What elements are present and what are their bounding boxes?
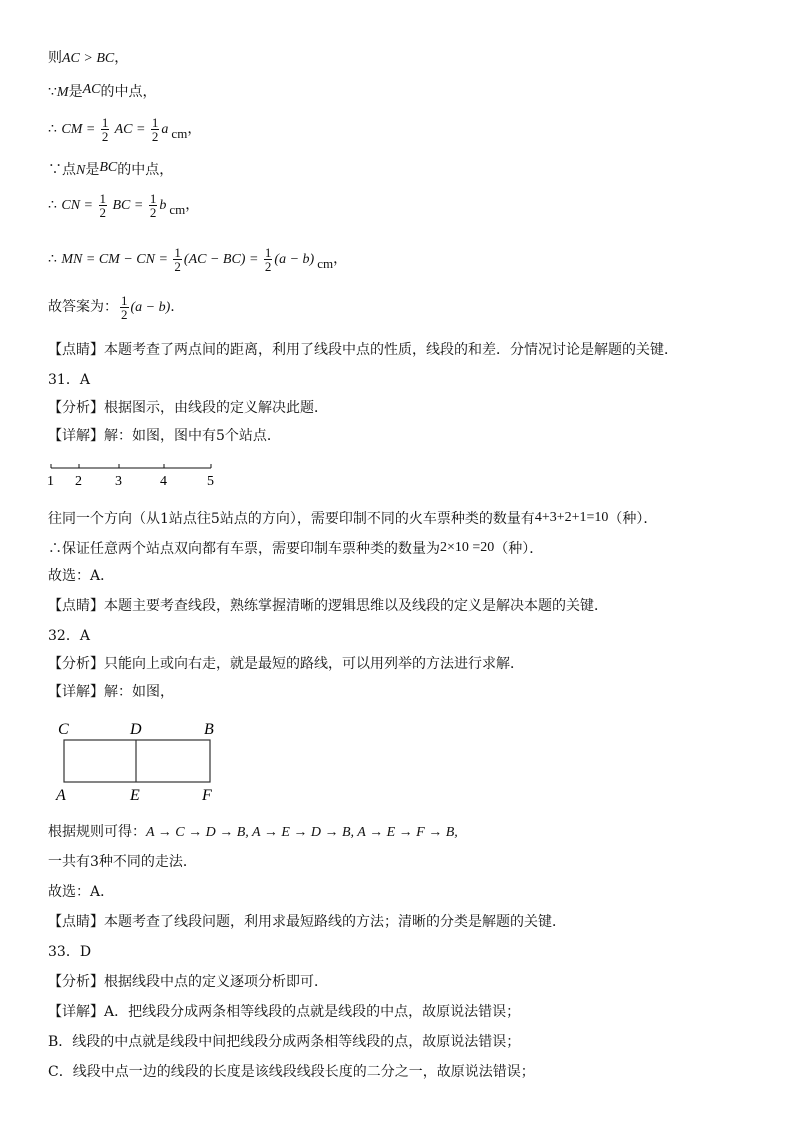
text: （种）． [608,511,658,527]
math: BC = [109,198,147,213]
label-a: A [56,787,66,804]
math: M [56,85,69,100]
text: ， [185,197,200,213]
math: CN = [61,198,97,213]
fraction [264,246,273,273]
question-32-heading: 32．A [48,628,90,644]
text: 则 [48,50,62,66]
text: . [170,299,175,315]
q31-detail: 【详解】解：如图，图中有5个站点． [48,428,281,444]
text: ， [333,251,348,267]
label-c: C [58,721,69,738]
q33-option-c: C．线段中点一边的线段的长度是该线段线段长度的二分之一，故原说法错误； [48,1064,535,1080]
unit: cm [171,126,188,141]
line-4 [48,158,173,181]
fraction [149,192,158,219]
text: 的中点， [100,84,157,100]
text: 的中点， [117,162,174,178]
q31-analysis: 【分析】根据图示，由线段的定义解决此题． [48,400,328,416]
comment-1: 【点睛】本题考查了两点间的距离，利用了线段中点的性质，线段的和差．分情况讨论是解题的关键． [48,342,678,358]
question-31-heading: 31．A [48,372,90,388]
q32-choice: 故选：A． [48,884,115,900]
q32-analysis: 【分析】只能向上或向右走，就是最短的路线，可以用列举的方法进行求解． [48,656,524,672]
q32-comment: 【点睛】本题考查了线段问题，利用求最短路线的方法；清晰的分类是解题的关键． [48,914,566,930]
number-line-figure [44,458,224,492]
fraction-numerator: 1 [99,190,106,206]
therefore-symbol: ∴ [48,197,57,213]
math: AC = [111,122,149,137]
fraction [99,192,108,219]
text: 往同一个方向（从1站点往5站点的方向），需要印制不同的火车票种类的数量有 [48,511,535,527]
math: AC > BC [62,51,115,66]
label-e: E [130,787,140,804]
text: ， [187,121,202,137]
label-b: B [204,721,214,738]
fraction-denominator: 2 [121,306,128,322]
text: 是 [85,162,100,178]
math: b [159,198,167,213]
math: (a − b) [130,300,171,315]
rectangle-outline [64,740,210,782]
math: BC [99,160,118,175]
line-6 [48,242,347,281]
q32-detail: 【详解】解：如图， [48,684,174,700]
math: a [161,122,169,137]
fraction-numerator: 1 [121,292,128,308]
q31-text-2 [48,538,543,559]
text: （种）． [494,541,544,557]
fraction-numerator: 1 [149,190,157,206]
text: ∵ [48,84,57,100]
math: CM = [61,122,99,137]
q31-text-1 [48,508,657,529]
math: 2×10 =20 [440,540,495,555]
math: MN = CM − CN = [61,252,172,267]
number-line-tick-label: 5 [207,474,214,489]
text: 是 [68,84,83,100]
line-1 [48,48,128,69]
fraction-numerator: 1 [174,244,181,260]
therefore-symbol: ∴ [48,251,57,267]
route-rectangle-figure [50,716,230,806]
fraction-numerator: 1 [101,114,109,130]
math: (a − b) [274,252,315,267]
math: N [76,163,86,178]
number-line-tick-label: 3 [115,474,122,489]
fraction-numerator: 1 [151,114,159,130]
text: ∴保证任意两个站点双向都有车票，需要印制车票种类的数量为 [48,541,440,557]
q32-count: 一共有3种不同的走法． [48,854,197,870]
fraction-denominator: 2 [99,204,106,220]
text: 故答案为： [48,299,118,315]
fraction-denominator: 2 [264,258,272,274]
math: A → C → D → B, A → E → D → B, A → E → F → B, [146,825,458,840]
answer-line [48,290,175,325]
number-line-tick-label: 4 [160,474,167,489]
line-5 [48,188,199,227]
fraction-denominator: 2 [174,258,181,274]
q33-option-b: B．线段的中点就是线段中间把线段分成两条相等线段的点，故原说法错误； [48,1034,521,1050]
label-d: D [130,721,142,738]
number-line-tick-label: 2 [75,474,82,489]
fraction [101,116,110,143]
q33-analysis: 【分析】根据线段中点的定义逐项分析即可． [48,974,328,990]
question-33-heading: 33．D [48,944,92,960]
unit: cm [169,202,186,217]
fraction-denominator: 2 [151,128,159,144]
fraction-numerator: 1 [264,244,272,260]
unit: cm [317,256,334,271]
fraction [120,294,129,321]
fraction-denominator: 2 [149,204,157,220]
math: 4+3+2+1=10 [534,510,609,525]
fraction-denominator: 2 [101,128,109,144]
math: (AC − BC) = [183,252,262,267]
text: ， [114,50,129,66]
fraction [173,246,182,273]
label-f: F [202,787,212,804]
line-3 [48,112,201,151]
q33-detail-a: 【详解】A．把线段分成两条相等线段的点就是线段的中点，故原说法错误； [48,1004,521,1020]
fraction [151,116,160,143]
number-line-tick-label: 1 [47,474,54,489]
line-2 [48,80,156,103]
math: AC [82,82,101,97]
q31-choice: 故选：A． [48,568,115,584]
q31-comment: 【点睛】本题主要考查线段，熟练掌握清晰的逻辑思维以及线段的定义是解决本题的关键． [48,598,608,614]
q32-rule [48,822,458,843]
text: 根据规则可得： [48,824,146,840]
therefore-symbol: ∴ [48,121,57,137]
text: ∵点 [48,162,76,178]
